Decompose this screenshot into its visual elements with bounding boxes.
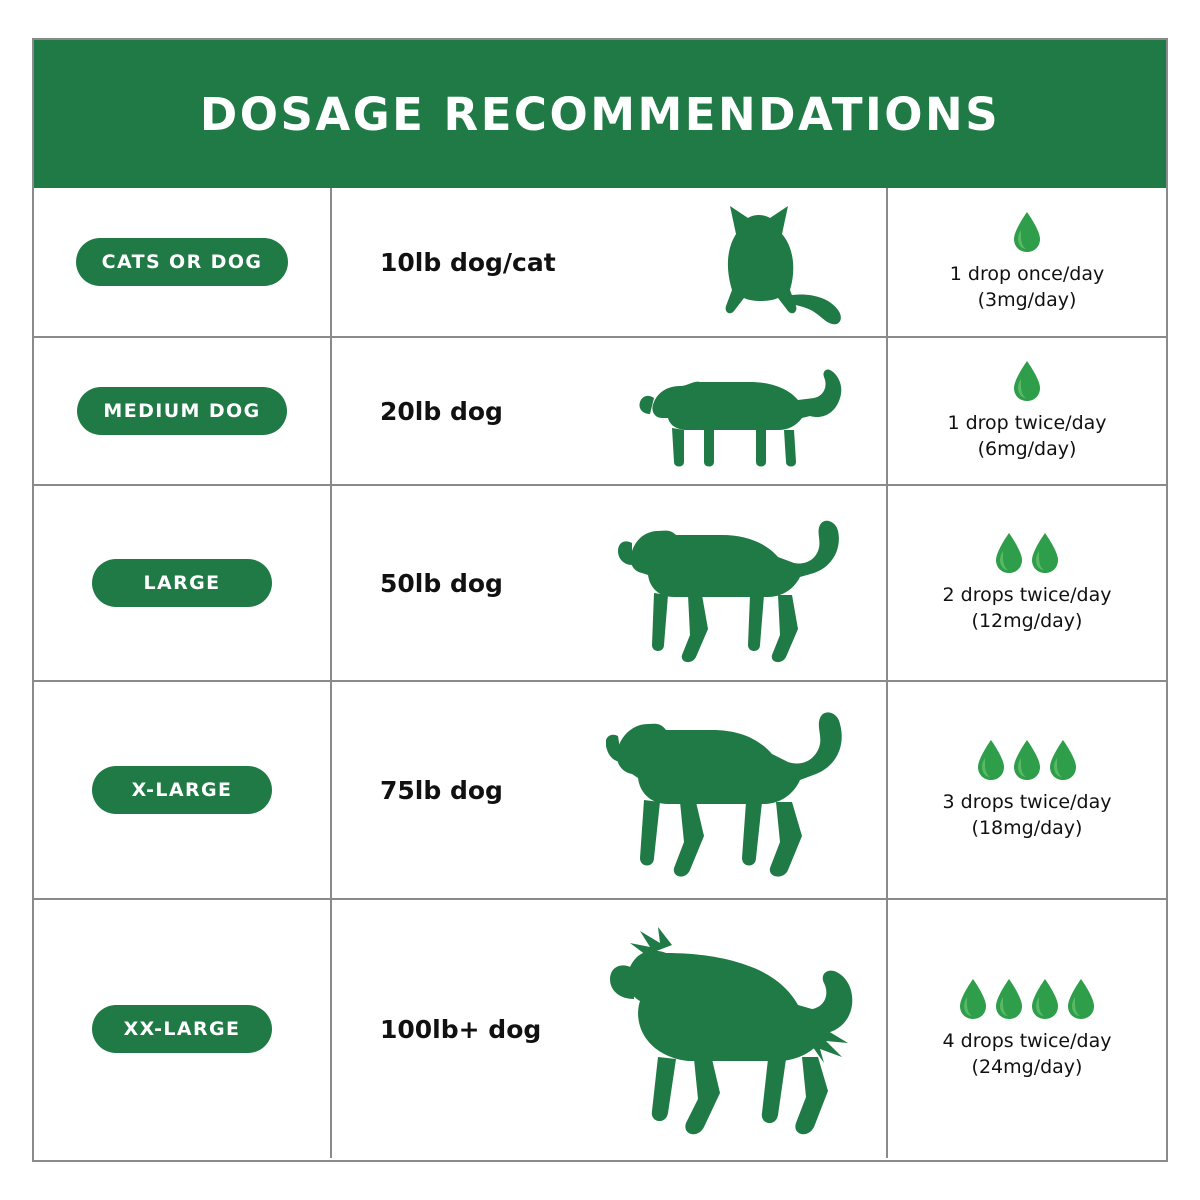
status-badge: X-LARGE	[92, 766, 272, 814]
giant-dog-icon	[606, 900, 868, 1158]
dose-line: 2 drops twice/day	[942, 584, 1112, 607]
small-dog-icon	[638, 338, 868, 484]
chart-header	[34, 40, 1166, 188]
weight-label: 75lb dog	[380, 775, 503, 805]
dose-sub: (3mg/day)	[977, 289, 1077, 311]
dose-line: 3 drops twice/day	[942, 791, 1112, 814]
drop-icon	[1030, 977, 1060, 1021]
dosage-table	[34, 188, 1166, 1158]
drop-icon	[1030, 531, 1060, 575]
table-row	[34, 336, 1166, 484]
status-badge: XX-LARGE	[92, 1005, 272, 1053]
weight-cell	[332, 682, 888, 898]
dose-cell	[888, 338, 1166, 484]
drop-icon	[958, 977, 988, 1021]
drop-icon	[1012, 359, 1042, 403]
drop-icons	[958, 977, 1096, 1021]
drop-icon	[994, 977, 1024, 1021]
table-row	[34, 188, 1166, 336]
size-cell	[34, 682, 332, 898]
size-cell	[34, 338, 332, 484]
dose-sub: (6mg/day)	[977, 438, 1077, 460]
large-dog-icon	[606, 682, 868, 898]
dose-sub: (24mg/day)	[971, 1056, 1083, 1078]
dose-sub: (18mg/day)	[971, 817, 1083, 839]
dose-cell	[888, 188, 1166, 336]
weight-cell	[332, 900, 888, 1158]
weight-label: 50lb dog	[380, 568, 503, 598]
weight-label: 20lb dog	[380, 396, 503, 426]
drop-icons	[1012, 359, 1042, 403]
dose-cell	[888, 682, 1166, 898]
table-row	[34, 484, 1166, 680]
drop-icon	[994, 531, 1024, 575]
drop-icons	[1012, 210, 1042, 254]
table-row	[34, 898, 1166, 1158]
drop-icons	[994, 531, 1060, 575]
size-cell	[34, 188, 332, 336]
weight-cell	[332, 338, 888, 484]
dose-sub: (12mg/day)	[971, 610, 1083, 632]
table-row	[34, 680, 1166, 898]
medium-dog-icon	[618, 486, 868, 680]
drop-icon	[1048, 738, 1078, 782]
status-badge: LARGE	[92, 559, 272, 607]
drop-icon	[976, 738, 1006, 782]
weight-label: 10lb dog/cat	[380, 247, 556, 277]
dose-line: 4 drops twice/day	[942, 1030, 1112, 1053]
dose-cell	[888, 900, 1166, 1158]
weight-cell	[332, 486, 888, 680]
page-title: DOSAGE RECOMMENDATIONS	[199, 87, 1001, 141]
size-cell	[34, 900, 332, 1158]
weight-label: 100lb+ dog	[380, 1014, 542, 1044]
dose-line: 1 drop twice/day	[947, 412, 1107, 435]
cat-icon	[678, 188, 868, 336]
weight-cell	[332, 188, 888, 336]
drop-icons	[976, 738, 1078, 782]
dose-cell	[888, 486, 1166, 680]
drop-icon	[1012, 210, 1042, 254]
dose-line: 1 drop once/day	[949, 263, 1105, 286]
drop-icon	[1066, 977, 1096, 1021]
status-badge: MEDIUM DOG	[77, 387, 286, 435]
dosage-recommendations-chart	[32, 38, 1168, 1162]
size-cell	[34, 486, 332, 680]
status-badge: CATS OR DOG	[76, 238, 289, 286]
drop-icon	[1012, 738, 1042, 782]
